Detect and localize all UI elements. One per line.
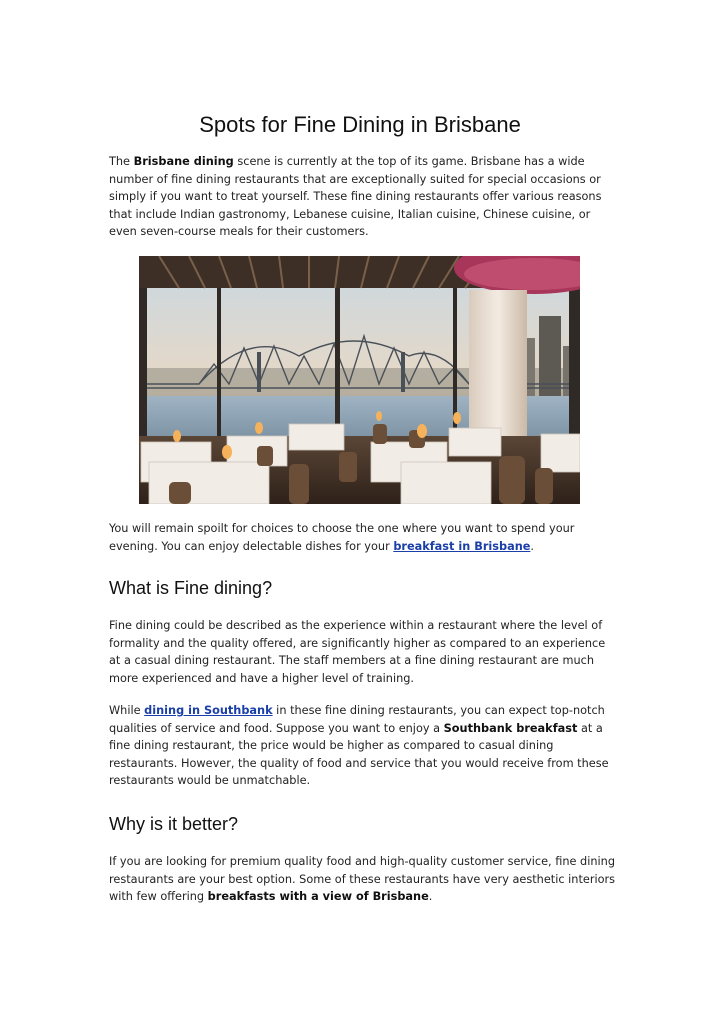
restaurant-interior-image: [139, 256, 580, 504]
choices-paragraph: [109, 520, 619, 555]
why-better-text: If you are looking for premium quality food and high-quality customer service, fine dining restaurants are your best option. Some of these restaurants have very aesthetic interiors with few offering: [109, 855, 616, 904]
heading-why-is-it-better: Why is it better?: [109, 814, 239, 834]
breakfasts-view-bold: breakfasts with a view of Brisbane: [207, 890, 429, 904]
southbank-text-start: While: [109, 704, 145, 717]
southbank-text-mid: in these fine dining restaurants, you can expect top-notch qualities of service and food. Suppose you want to enjoy a: [109, 704, 605, 735]
southbank-paragraph: [109, 702, 619, 790]
why-better-period: .: [428, 890, 433, 904]
dining-in-southbank-link[interactable]: dining in Southbank: [144, 704, 273, 717]
choices-text: You will remain spoilt for choices to choose the one where you want to spend your evening. You can enjoy delectable dishes for your: [109, 522, 575, 553]
breakfast-in-brisbane-link[interactable]: breakfast in Brisbane: [393, 539, 531, 553]
page-title: Spots for Fine Dining in Brisbane: [199, 112, 521, 137]
intro-bold-brisbane-dining: Brisbane dining: [133, 155, 234, 168]
choices-period: .: [530, 539, 534, 553]
heading-what-is-fine-dining: What is Fine dining?: [109, 578, 273, 598]
fine-dining-definition-paragraph: Fine dining could be described as the experience within a restaurant where the level of formality and the quality offered, are significantly higher as compared to an experience at a casual dining restaurant. The staff members at a fine dining restaurant are much more experienced and have a higher level of training.: [109, 619, 606, 685]
intro-text-rest: scene is currently at the top of its game. Brisbane has a wide number of fine dining restaurants that are exceptionally suited for special occasions or simply if you want to treat yourself. These fine dining restaurants offer various reasons that include Indian gastronomy, Lebanese cuisine, Italian cuisine, Chinese cuisine, or even seven-course meals for their customers.: [109, 155, 602, 239]
intro-paragraph: [109, 153, 619, 241]
southbank-text-end: at a fine dining restaurant, the price would be higher as compared to casual dining restaurants. However, the quality of food and service that you would receive from these restaurants would be unmatchable.: [109, 721, 609, 788]
southbank-breakfast-bold: Southbank breakfast: [443, 721, 578, 735]
intro-text-start: The: [109, 155, 134, 168]
why-better-paragraph: [109, 853, 619, 906]
restaurant-photo: [139, 256, 580, 504]
